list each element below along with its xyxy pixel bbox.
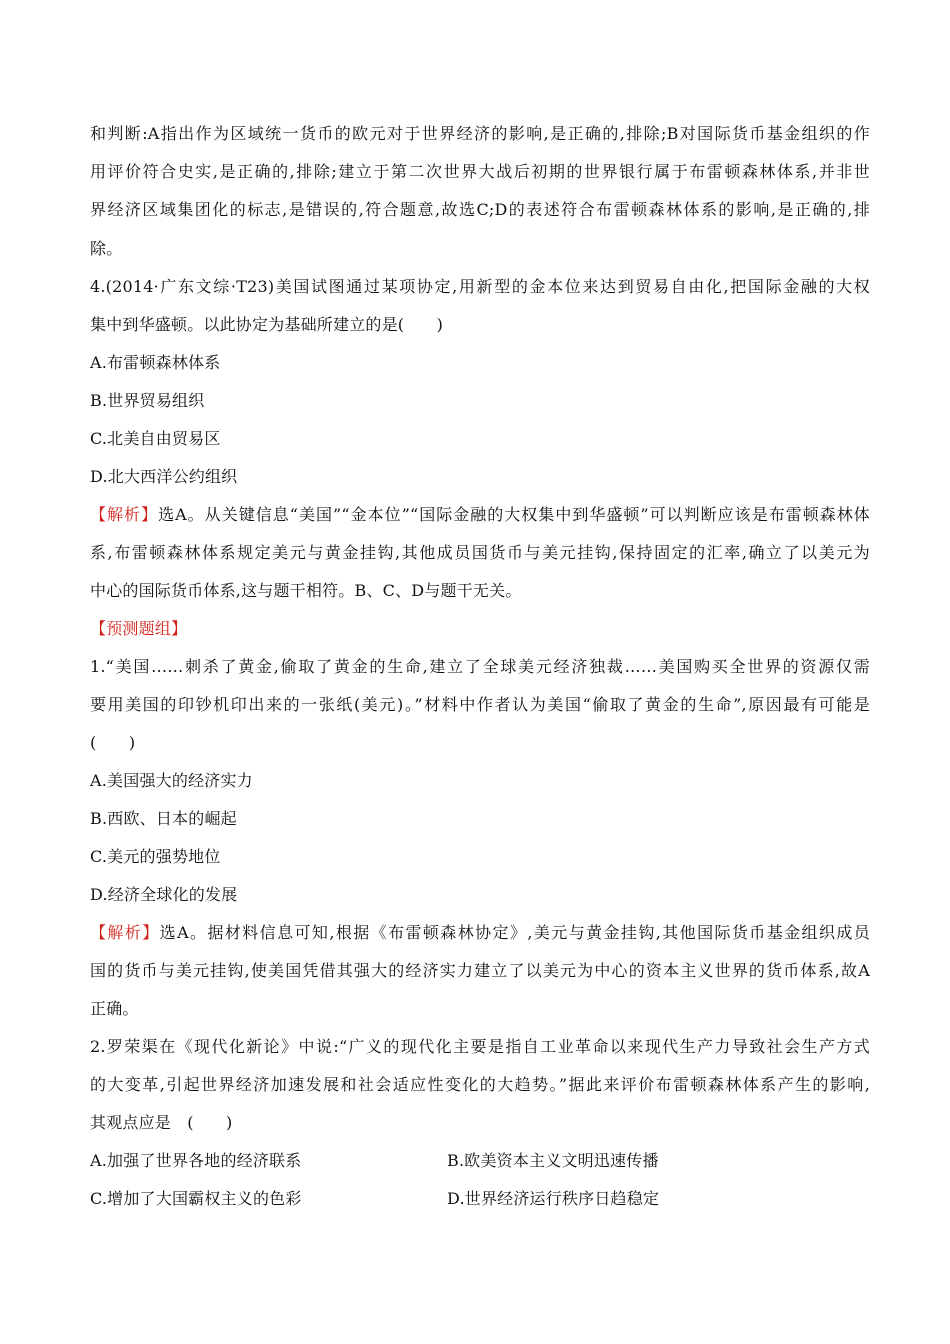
p1-option-a: A.美国强大的经济实力 [90, 771, 253, 790]
q4-option-b: B.世界贸易组织 [90, 391, 205, 410]
q4-analysis-line: 中心的国际货币体系,这与题干相符。B、C、D与题干无关。 [90, 581, 522, 600]
p2-option-b: B.欧美资本主义文明迅速传播 [447, 1151, 659, 1170]
p1-option-d: D.经济全球化的发展 [90, 885, 238, 904]
p1-option-c: C.美元的强势地位 [90, 847, 221, 866]
p2-stem-line: 的大变革,引起世界经济加速发展和社会适应性变化的大趋势。”据此来评价布雷顿森林体系产生的影响, [90, 1075, 870, 1094]
q4-stem-line: 集中到华盛顿。以此协定为基础所建立的是( ) [90, 315, 444, 334]
q4-option-d: D.北大西洋公约组织 [90, 467, 238, 486]
p2-stem-line: 2.罗荣渠在《现代化新论》中说:“广义的现代化主要是指自工业革命以来现代生产力导致社会生产方式 [90, 1037, 870, 1056]
p1-analysis-line: 正确。 [90, 999, 139, 1018]
p1-analysis-line: 国的货币与美元挂钩,使美国凭借其强大的经济实力建立了以美元为中心的资本主义世界的货币体系,故A [90, 961, 870, 980]
q4-stem-line: 4.(2014·广东文综·T23)美国试图通过某项协定,用新型的金本位来达到贸易自由化,把国际金融的大权 [90, 277, 870, 296]
q4-option-a: A.布雷顿森林体系 [90, 353, 221, 372]
prev-analysis-line: 除。 [90, 239, 123, 258]
section-title: 【预测题组】 [90, 619, 188, 638]
p2-option-a: A.加强了世界各地的经济联系 [90, 1151, 302, 1170]
prev-analysis-line: 界经济区域集团化的标志,是错误的,符合题意,故选C;D的表述符合布雷顿森林体系的影响,是正确的,排 [90, 200, 870, 219]
analysis-tag: 【解析】 [90, 923, 160, 942]
q4-option-c: C.北美自由贸易区 [90, 429, 221, 448]
p1-stem-line: 要用美国的印钞机印出来的一张纸(美元)。”材料中作者认为美国“偷取了黄金的生命”,原因最有可能是 [90, 695, 870, 714]
prev-analysis-line: 和判断:A指出作为区域统一货币的欧元对于世界经济的影响,是正确的,排除;B对国际货币基金组织的作 [90, 124, 870, 143]
p2-option-c: C.增加了大国霸权主义的色彩 [90, 1189, 302, 1208]
p2-options-row [90, 1189, 870, 1209]
analysis-tag: 【解析】 [90, 505, 159, 524]
p1-option-b: B.西欧、日本的崛起 [90, 809, 237, 828]
p2-options-row [90, 1151, 870, 1171]
q4-analysis-line: 【解析】选A。从关键信息“美国”“金本位”“国际金融的大权集中到华盛顿”可以判断应该是布雷顿森林体 [90, 505, 870, 524]
p1-stem-line: ( ) [90, 733, 136, 752]
p2-stem-line: 其观点应是 ( ) [90, 1113, 233, 1132]
p1-stem-line: 1.“美国……刺杀了黄金,偷取了黄金的生命,建立了全球美元经济独裁……美国购买全世界的资源仅需 [90, 657, 870, 676]
p1-analysis-line: 【解析】选A。据材料信息可知,根据《布雷顿森林协定》,美元与黄金挂钩,其他国际货币基金组织成员 [90, 923, 870, 942]
p2-option-d: D.世界经济运行秩序日趋稳定 [447, 1189, 660, 1208]
prev-analysis-line: 用评价符合史实,是正确的,排除;建立于第二次世界大战后初期的世界银行属于布雷顿森林体系,并非世 [90, 162, 870, 181]
q4-analysis-line: 系,布雷顿森林体系规定美元与黄金挂钩,其他成员国货币与美元挂钩,保持固定的汇率,确立了以美元为 [90, 543, 870, 562]
